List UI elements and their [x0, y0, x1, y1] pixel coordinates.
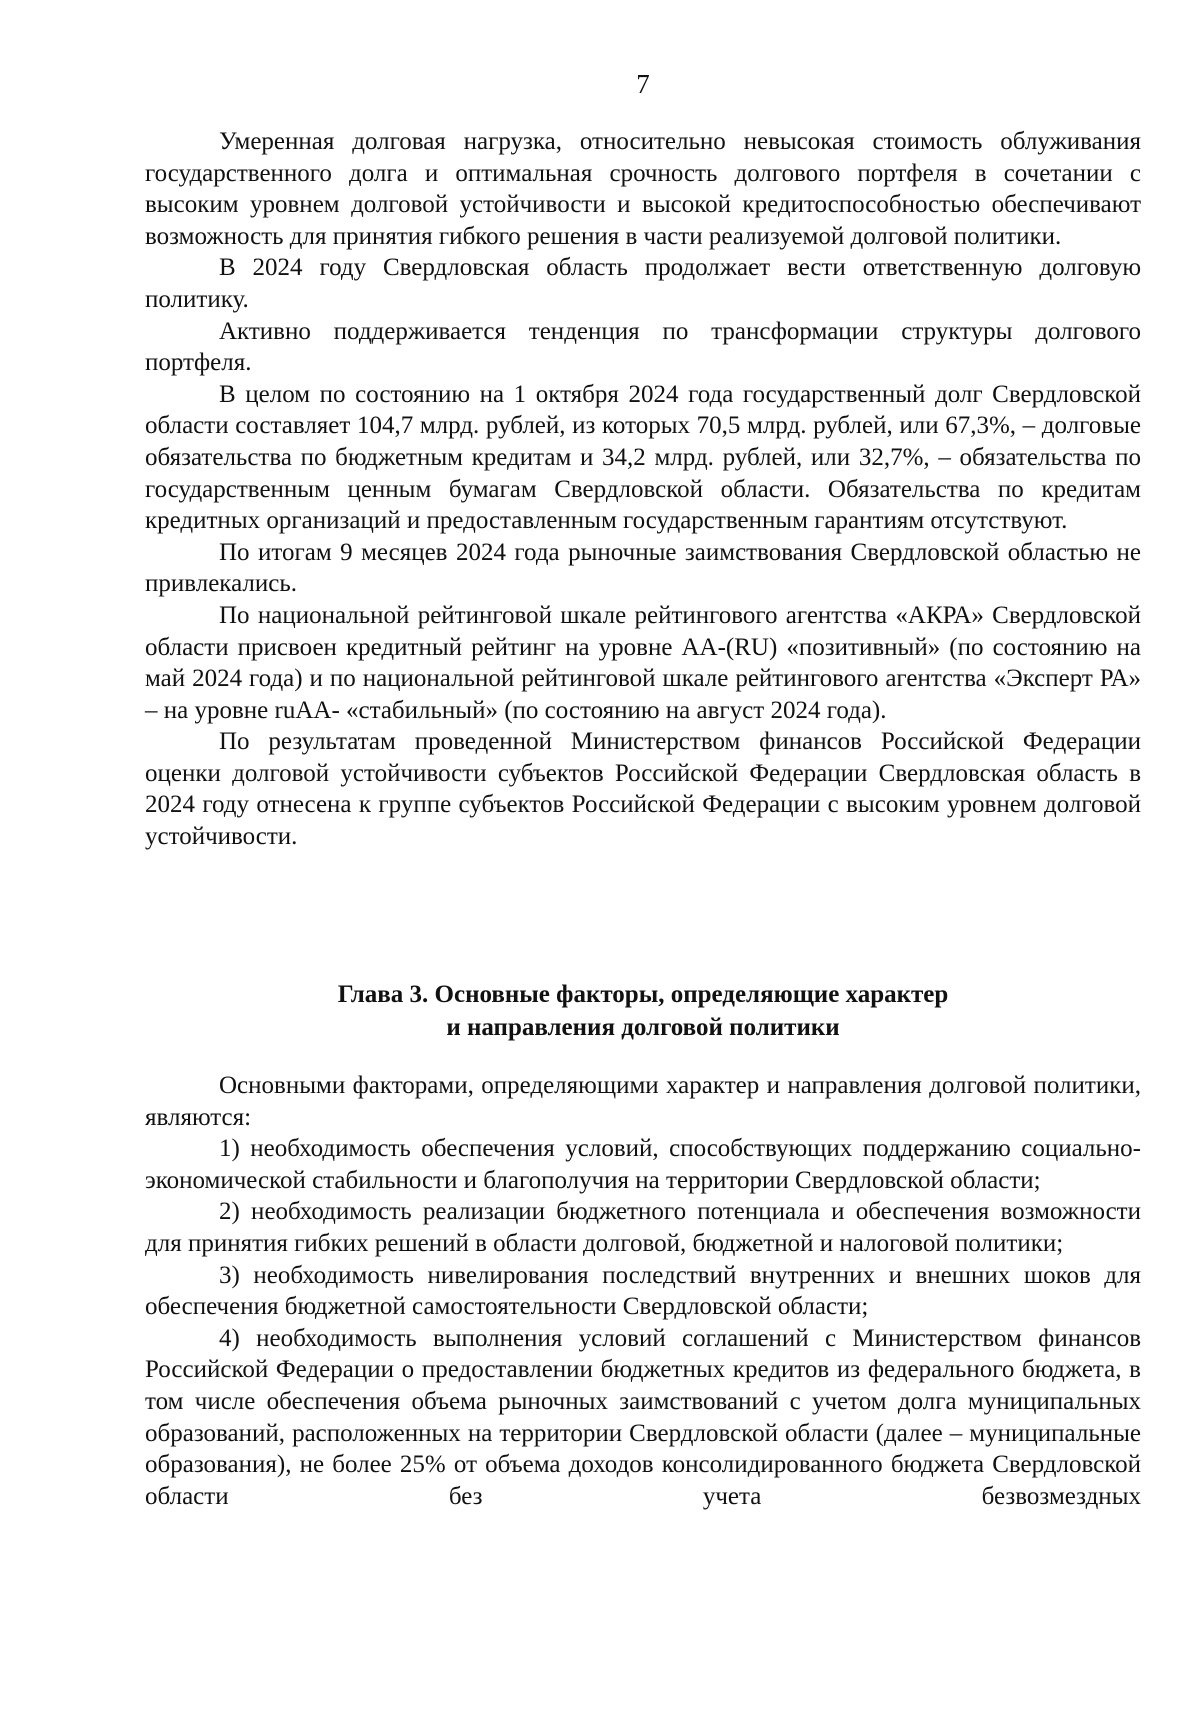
paragraph-moderate-debt-load: Умеренная долговая нагрузка, относительно невысокая стоимость облуживания государственного долга и оптимальная срочность долгового портфеля в сочетании с высоким уровнем долговой устойчивости и высокой кредитоспособностью обеспечивают возможность для принятия гибкого решения в части реализуемой долговой политики. [145, 128, 1141, 250]
paragraph-debt-structure: В целом по состоянию на 1 октября 2024 года государственный долг Свердловской области составляет 104,7 млрд. рублей, из которых 70,5 млрд. рублей, или 67,3%, – долговые обязательства по бюджетным кредитам и 34,2 млрд. рублей, или 32,7%, – обязательства по государственным ценным бумагам Свердловской области. Обязательства по кредитам кредитных организаций и предоставленным государственным гарантиям отсутствуют. [145, 380, 1141, 535]
chapter-heading-line-2: и направления долговой политики [446, 1014, 840, 1041]
list-item-factor-3: 3) необходимость нивелирования последствий внутренних и внешних шоков для обеспечения бюджетной самостоятельности Свердловской области; [145, 1261, 1141, 1321]
paragraph-portfolio-transformation: Активно поддерживается тенденция по трансформации структуры долгового портфеля. [145, 317, 1141, 377]
paragraph-factors-intro: Основными факторами, определяющими характер и направления долговой политики, являются: [145, 1072, 1141, 1131]
page-number: 7 [636, 69, 650, 99]
document-page [145, 0, 1141, 1713]
paragraph-responsible-policy: В 2024 году Свердловская область продолжает вести ответственную долговую политику. [145, 254, 1141, 313]
chapter-heading-line-1: Глава 3. Основные факторы, определяющие характер [337, 981, 949, 1008]
paragraph-debt-sustainability: По результатам проведенной Министерством финансов Российской Федерации оценки долговой устойчивости субъектов Российской Федерации Свердловская область в 2024 году отнесена к группе субъектов Российской Федерации с высоким уровнем долговой устойчивости. [145, 728, 1141, 851]
chapter-heading [145, 978, 1141, 1044]
list-item-factor-2: 2) необходимость реализации бюджетного потенциала и обеспечения возможности для принятия гибких решений в области долговой, бюджетной и налоговой политики; [145, 1198, 1141, 1257]
paragraph-market-borrowing: По итогам 9 месяцев 2024 года рыночные заимствования Свердловской областью не привлекались. [145, 538, 1141, 598]
list-item-factor-1: 1) необходимость обеспечения условий, способствующих поддержанию социально-экономической стабильности и благополучия на территории Свердловской области; [145, 1135, 1141, 1194]
list-item-factor-4: 4) необходимость выполнения условий соглашений с Министерством финансов Российской Федерации о предоставлении бюджетных кредитов из федерального бюджета, в том числе обеспечения объема рыночных заимствований с учетом долга муниципальных образований, расположенных на территории Свердловской области (далее – муниципальные образования), не более 25% от объема доходов консолидированного бюджета Свердловской области без учета безвозмездных [145, 1324, 1141, 1510]
section-main-factors [145, 1070, 1141, 1512]
paragraph-credit-ratings: По национальной рейтинговой шкале рейтингового агентства «АКРА» Свердловской области присвоен кредитный рейтинг на уровне АА-(RU) «позитивный» (по состоянию на май 2024 года) и по национальной рейтинговой шкале рейтингового агентства «Эксперт РА» – на уровне ruАА- «стабильный» (по состоянию на август 2024 года). [145, 601, 1141, 724]
section-debt-overview [145, 126, 1141, 853]
